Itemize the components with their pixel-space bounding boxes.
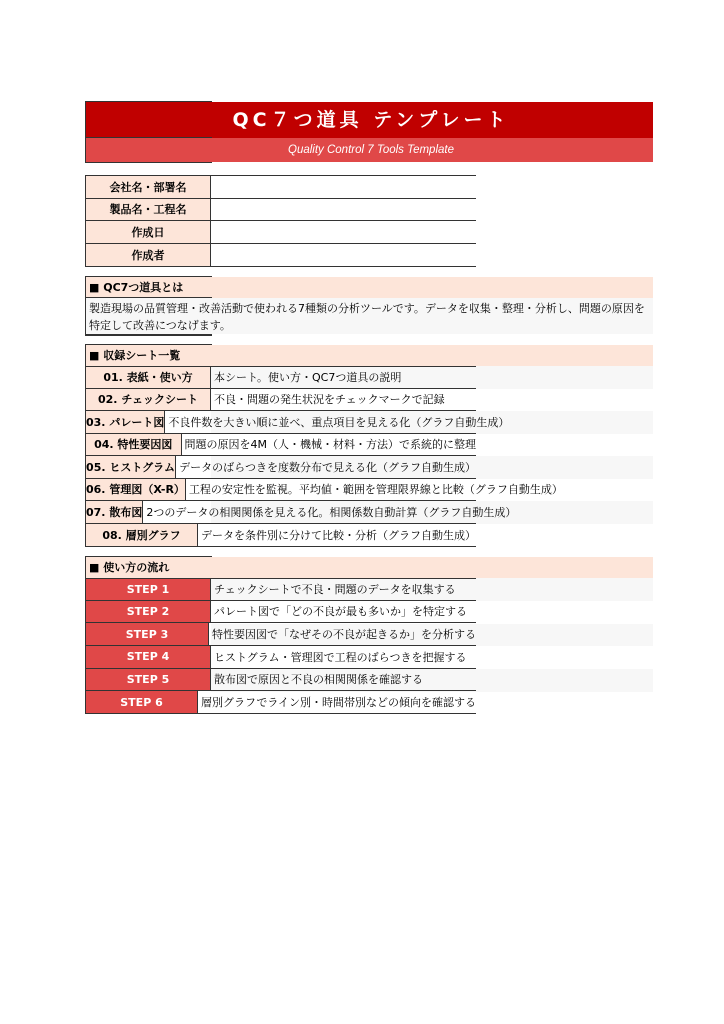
step-row-4 bbox=[85, 646, 476, 669]
step-description: チェックシートで不良・問題のデータを収集する bbox=[214, 583, 456, 596]
info-row-company bbox=[85, 175, 476, 199]
sheet-row-02 bbox=[85, 389, 476, 412]
sheet-description: 不良・問題の発生状況をチェックマークで記録 bbox=[214, 393, 445, 407]
step-label: STEP 6 bbox=[85, 691, 198, 713]
divider bbox=[85, 334, 212, 336]
step-label: STEP 3 bbox=[85, 623, 209, 645]
sheet-name: 08. 層別グラフ bbox=[85, 524, 198, 546]
field-label: 会社名・部署名 bbox=[85, 176, 211, 198]
sheet-row-06 bbox=[85, 479, 563, 502]
sheet-name: 05. ヒストグラム bbox=[85, 456, 176, 478]
sheet-name: 04. 特性要因図 bbox=[85, 434, 182, 456]
product-field[interactable] bbox=[211, 199, 476, 221]
divider bbox=[85, 101, 212, 102]
step-description: 層別グラフでライン別・時間帯別などの傾向を確認する bbox=[201, 696, 476, 710]
sheet-description: 不良件数を大きい順に並べ、重点項目を見える化（グラフ自動生成） bbox=[168, 415, 510, 429]
step-row-1 bbox=[85, 578, 476, 601]
sheet-description: 本シート。使い方・QC7つ道具の説明 bbox=[214, 371, 402, 384]
sheet-description: データを条件別に分けて比較・分析（グラフ自動生成） bbox=[201, 528, 476, 542]
sheet-name: 02. チェックシート bbox=[85, 389, 211, 411]
page-subtitle: Quality Control 7 Tools Template bbox=[288, 144, 454, 156]
page-title: QC７つ道具 テンプレート bbox=[232, 109, 510, 131]
sheet-row-03 bbox=[85, 411, 510, 434]
sheet-name: 06. 管理図（X-R） bbox=[85, 479, 186, 501]
step-description: ヒストグラム・管理図で工程のばらつきを把握する bbox=[214, 650, 467, 664]
step-row-2 bbox=[85, 601, 476, 624]
field-label: 作成日 bbox=[85, 221, 211, 243]
sheet-name: 07. 散布図 bbox=[85, 501, 143, 523]
step-row-6 bbox=[85, 691, 476, 714]
step-label: STEP 5 bbox=[85, 669, 211, 691]
date-field[interactable] bbox=[211, 221, 476, 243]
sheet-row-01 bbox=[85, 366, 476, 389]
sheet-row-07 bbox=[85, 501, 517, 524]
step-description: 特性要因図で「なぜその不良が起きるか」を分析する bbox=[212, 628, 476, 642]
title-left-border bbox=[85, 102, 211, 162]
field-label: 作成者 bbox=[85, 244, 211, 266]
step-label: STEP 4 bbox=[85, 646, 211, 668]
author-field[interactable] bbox=[211, 244, 476, 266]
step-row-3 bbox=[85, 623, 476, 646]
sheet-name: 01. 表紙・使い方 bbox=[85, 367, 211, 388]
sheet-description: 工程の安定性を監視。平均値・範囲を管理限界線と比較（グラフ自動生成） bbox=[188, 483, 563, 497]
step-description: パレート図で「どの不良が最も多いか」を特定する bbox=[214, 605, 467, 619]
divider bbox=[85, 162, 212, 163]
sheet-description: 問題の原因を4M（人・機械・材料・方法）で系統的に整理 bbox=[184, 438, 476, 452]
step-label: STEP 2 bbox=[85, 601, 211, 623]
sheet-row-04 bbox=[85, 434, 476, 457]
step-description: 散布図で原因と不良の相関関係を確認する bbox=[214, 673, 423, 687]
section-heading-flow: ■ 使い方の流れ bbox=[85, 557, 653, 578]
step-label: STEP 1 bbox=[85, 579, 211, 600]
sheet-description: 2つのデータの相関関係を見える化。相関係数自動計算（グラフ自動生成） bbox=[146, 505, 517, 519]
section-heading-about: ■ QC7つ道具とは bbox=[85, 277, 653, 298]
step-row-5 bbox=[85, 669, 476, 692]
section-heading-sheets: ■ 収録シート一覧 bbox=[85, 345, 653, 366]
about-description: 製造現場の品質管理・改善活動で使われる7種類の分析ツールです。データを収集・整理・分析し、問題の原因を特定して改善につなげます。 bbox=[85, 298, 653, 334]
field-label: 製品名・工程名 bbox=[85, 199, 211, 221]
info-row-author bbox=[85, 244, 476, 267]
sheet-name: 03. パレート図 bbox=[85, 411, 165, 433]
company-field[interactable] bbox=[211, 176, 476, 198]
info-row-product bbox=[85, 199, 476, 222]
sheet-description: データのばらつきを度数分布で見える化（グラフ自動生成） bbox=[179, 460, 476, 474]
info-row-date bbox=[85, 221, 476, 244]
sheet-row-08 bbox=[85, 524, 476, 547]
divider bbox=[85, 137, 212, 138]
sheet-row-05 bbox=[85, 456, 476, 479]
